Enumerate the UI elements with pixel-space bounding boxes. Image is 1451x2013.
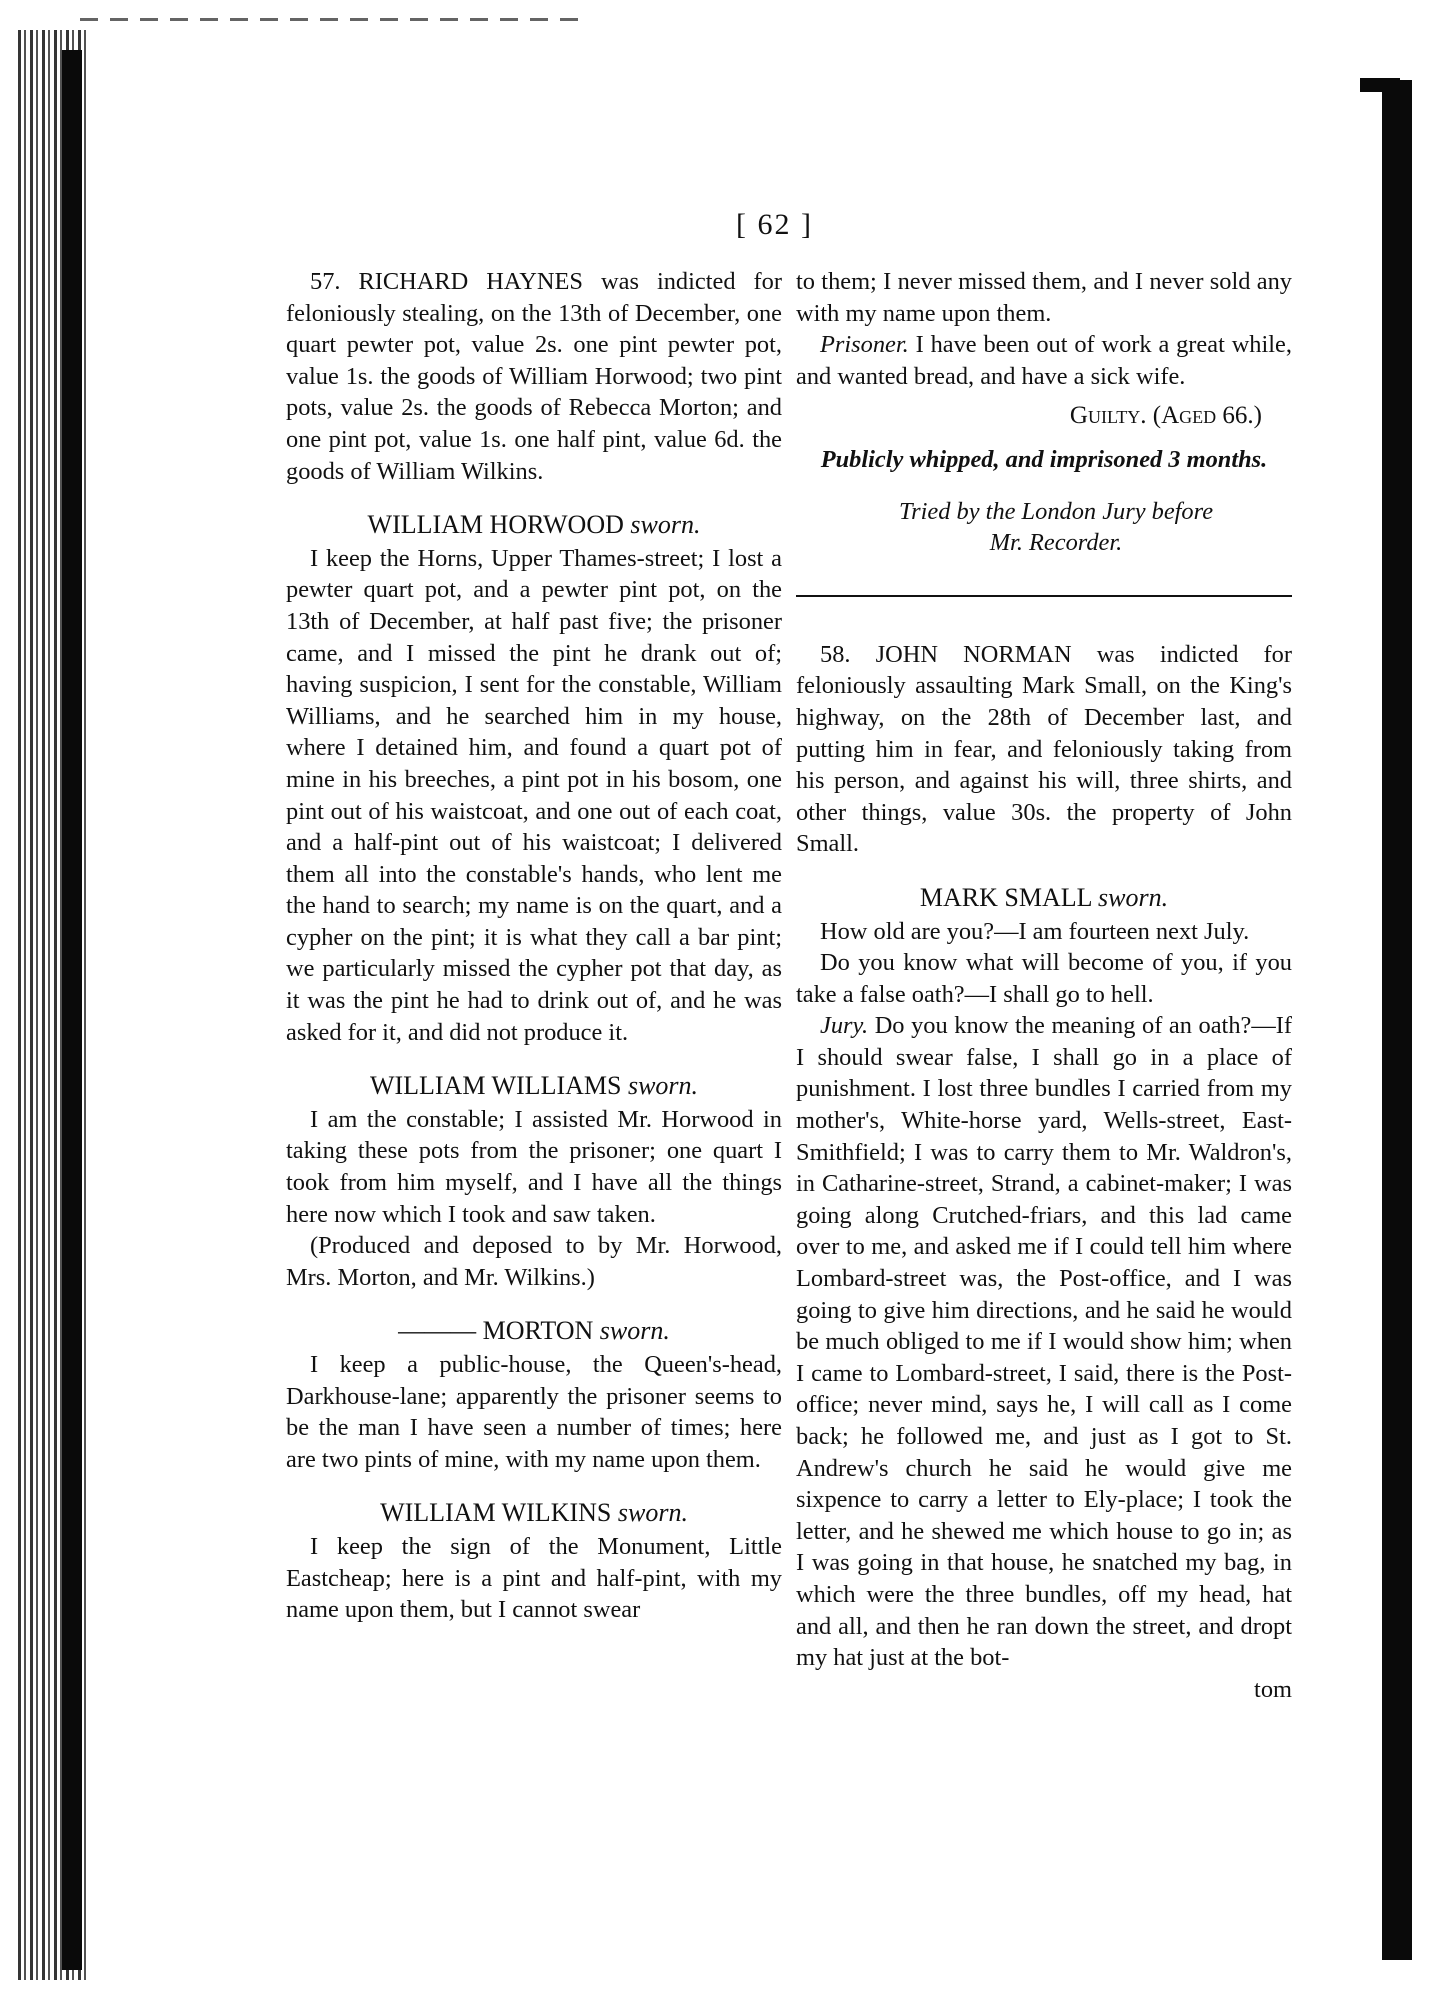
testimony-wilkins-continued: to them; I never missed them, and I never sold any with my name upon them. <box>796 268 1292 327</box>
scan-binding-shadow <box>62 50 82 1970</box>
speaker-label: Prisoner. <box>820 331 909 359</box>
jury-question <box>796 1010 1292 1673</box>
witness-heading-williams <box>286 1070 782 1102</box>
page-number: [ 62 ] <box>736 208 813 241</box>
witness-heading-horwood <box>286 509 782 541</box>
testimony-horwood: I keep the Horns, Upper Thames-street; I lost a pewter quart pot, and a pewter pint pot, on the 13th of December, at half past five; the prisoner came, and I missed the pint he drank out of; having suspicion, I sent for the constable, William Williams, and he searched him in my house, where I detained him, and found a quart pot of mine in his breeches, a pint pot in his bosom, one pint out of his waistcoat, and one out of each coat, and a half-pint out of his waistcoat; I delivered them all into the constable's hands, who lent me the hand to search; my name is on the quart, and a cypher on the pint; it is what they call a bar pint; we particularly missed the cypher pot that day, as it was the pint he had to drink out of, and he was asked for it, and did not produce it. <box>286 544 782 1046</box>
case-58-indictment: 58. JOHN NORMAN was indicted for feloniously assaulting Mark Small, on the King's highway, on the 28th of December last, and putting him in fear, and feloniously taking from his person, and against his will, three shirts, and other things, value 30s. the property of John Small. <box>796 640 1292 858</box>
question-oath: Do you know what will become of you, if you take a false oath?—I shall go to hell. <box>796 949 1292 1008</box>
sworn-label: sworn. <box>1098 882 1169 912</box>
witness-heading-wilkins <box>286 1497 782 1529</box>
jury-text: Do you know the meaning of an oath?—If I should swear false, I shall go in a place of punishment. I lost three bundles I carried from my mother's, White-horse yard, Wells-street, East-Smithfield; I was to carry them to Mr. Waldron's, in Catharine-street, Strand, a cabinet-maker; I was going along Crutched-friars, and this lad came over to me, and asked me if I could tell him where Lombard-street was, the Post-office, and I was going to give him directions, and he said he would be much obliged to me if I would show him; when I came to Lombard-street, I said, there is the Post-office; never mind, says he, I will call as I come back; he followed me, and just as I got to St. Andrew's church he said he would give me sixpence to carry a letter to Ely-place; I took the letter, and he shewed me which house to go in; as I was going in that house, he snatched my bag, in which were the three bundles, off my head, hat and all, and then he ran down the street, and dropt my hat just at the bot- <box>796 1012 1292 1672</box>
sworn-label: sworn. <box>599 1316 670 1346</box>
witness-name: MARK SMALL <box>919 882 1092 912</box>
sworn-label: sworn. <box>630 510 701 540</box>
prisoner-text: I have been out of work a great while, and wanted bread, and have a sick wife. <box>796 331 1292 390</box>
testimony-williams: I am the constable; I assisted Mr. Horwood in taking these pots from the prisoner; one quart I took from him myself, and I have all the things here now which I took and saw taken. <box>286 1105 782 1228</box>
section-divider <box>796 595 1292 597</box>
prisoner-statement <box>796 329 1292 392</box>
case-57-indictment: 57. RICHARD HAYNES was indicted for feloniously stealing, on the 13th of December, one quart pewter pot, value 2s. one pint pewter pot, value 1s. the goods of William Horwood; two pint pots, value 2s. the goods of Rebecca Morton; and one pint pot, value 1s. one half pint, value 6d. the goods of William Wilkins. <box>286 268 782 485</box>
scan-top-marks <box>80 18 580 21</box>
speaker-label: Jury. <box>820 1012 869 1040</box>
sworn-label: sworn. <box>627 1071 699 1101</box>
witness-name: WILLIAM HORWOOD <box>367 510 624 540</box>
witness-name: ——— MORTON <box>398 1316 594 1346</box>
question-age: How old are you?—I am fourteen next July. <box>820 917 1250 945</box>
testimony-wilkins: I keep the sign of the Monument, Little Eastcheap; here is a pint and half-pint, with my name upon them, but I cannot swear <box>286 1532 782 1624</box>
left-column <box>286 266 782 1626</box>
witness-heading-morton <box>286 1315 782 1347</box>
witness-name: WILLIAM WILKINS <box>380 1498 612 1528</box>
tried-line-2: Mr. Recorder. <box>989 529 1123 557</box>
tried-line-1: Tried by the London Jury before <box>898 497 1214 525</box>
scan-right-edge <box>1382 80 1412 1960</box>
catchword: tom <box>1254 1675 1292 1703</box>
testimony-morton: I keep a public-house, the Queen's-head, Darkhouse-lane; apparently the prisoner seems to be the man I have seen a number of times; here are two pints of mine, with my name upon them. <box>286 1351 782 1473</box>
sworn-label: sworn. <box>617 1498 688 1528</box>
witness-name: WILLIAM WILLIAMS <box>369 1071 622 1101</box>
produced-note: (Produced and deposed to by Mr. Horwood, Mrs. Morton, and Mr. Wilkins.) <box>286 1232 782 1291</box>
right-column <box>796 266 1292 1705</box>
witness-heading-small <box>796 882 1292 914</box>
verdict: Guilty. (Aged 66.) <box>1069 402 1262 430</box>
sentence: Publicly whipped, and imprisoned 3 months. <box>820 445 1268 473</box>
